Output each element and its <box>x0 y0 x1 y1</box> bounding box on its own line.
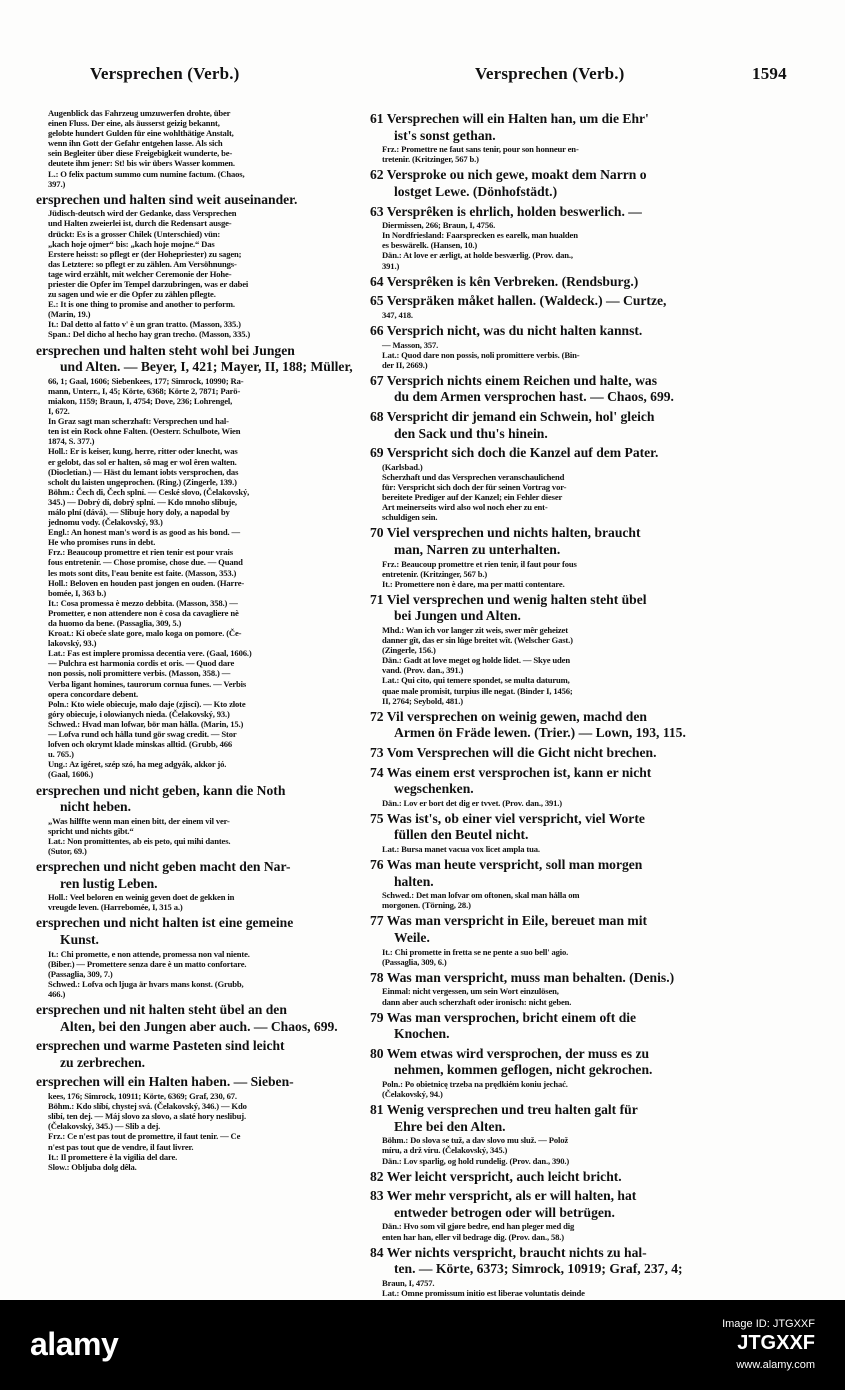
note-line: Schwed.: Det man lofvar om oftonen, skal man hålla om <box>382 890 580 901</box>
note-line: góry obiecuje, i olowianych nieda. (Čelakovský, 93.) <box>48 708 230 719</box>
proverb-line: 77 Was man verspricht in Eile, bereuet man mit <box>370 913 648 929</box>
note-line: Lat.: Quod dare non possis, noli promittere verbis. (Bin- <box>382 349 580 360</box>
header-left-title: Versprechen (Verb.) <box>90 64 240 83</box>
note-line: entretenir. (Kritzinger, 567 b.) <box>382 568 488 579</box>
note-line: der II, 2669.) <box>382 359 428 370</box>
proverb-line: ersprechen und nicht halten ist eine gemeine <box>36 915 294 931</box>
proverb-line: nehmen, kommen geflogen, nicht gekrochen. <box>394 1062 653 1078</box>
proverb-line: 62 Versproke ou nich gewe, moakt dem Narrn o <box>370 167 647 183</box>
proverb-line: Alten, bei den Jungen aber auch. — Chaos, 699. <box>60 1018 338 1034</box>
left-column <box>36 108 358 1288</box>
proverb-line: Knochen. <box>394 1026 450 1042</box>
note-line: Verba ligant homines, taurorum cornua funes. — Verbis <box>48 678 247 689</box>
note-line: Ung.: Az igéret, szép szó, ha meg adgyák, akkor jó. <box>48 759 227 770</box>
proverb-line: 79 Was man versprochen, bricht einem oft die <box>370 1009 637 1025</box>
note-line: drückt: Es is a grosser Chilek (Unterschied) vün: <box>48 228 221 239</box>
note-line: spricht und nichts gibt.“ <box>48 825 134 836</box>
note-line: — Masson, 357. <box>382 339 439 350</box>
note-line: (Passaglia, 309, 6.) <box>382 956 447 967</box>
note-line: It.: Il promettere è la vigilia del dare. <box>48 1151 178 1162</box>
note-line: priester die Opfer im Tempel darzubringen, was er dabei <box>48 279 249 289</box>
proverb-line: bei Jungen und Alten. <box>394 608 521 624</box>
note-line: (Sutor, 69.) <box>48 845 87 856</box>
proverb-line: Armen ön Fräde lewen. (Trier.) — Lown, 193, 115. <box>394 725 686 741</box>
proverb-line: den Sack und thu's hinein. <box>394 425 548 441</box>
note-line: enten har han, eller vil bedrage dig. (Prov. dan., 58.) <box>382 1231 565 1242</box>
proverb-line: 64 Versprêken is kên Verbreken. (Rendsburg.) <box>370 273 639 289</box>
banner-logo: alamy <box>30 1326 119 1362</box>
note-line: dann aber auch scherzhaft oder ironisch: nicht geben. <box>382 996 572 1007</box>
note-line: Holl.: Beloven en houden past jongen en ouden. (Harre- <box>48 577 245 588</box>
page-number: 1594 <box>752 64 787 83</box>
site-url: www.alamy.com <box>736 1359 815 1371</box>
note-line: Lat.: Bursa manet vacua vox licet ampla tua. <box>382 843 540 854</box>
note-line: tage wird erzählt, mit welcher Ceremonie der Hohe- <box>48 268 232 279</box>
note-line: Span.: Del dicho al hecho hay gran trecho. (Masson, 335.) <box>48 329 251 340</box>
note-line: (Čelakovský, 94.) <box>382 1089 443 1100</box>
proverb-line: 84 Wer nichts verspricht, braucht nichts zu hal- <box>370 1244 647 1260</box>
proverb-line: ist's sonst gethan. <box>394 127 496 143</box>
note-line: sein Begleiter über diese Freigebigkeit wunderte, be- <box>48 148 233 159</box>
note-line: míru, a drž víru. (Čelakovský, 345.) <box>382 1145 508 1156</box>
note-line: lofven och okrymt klade minskas alltid. (Grubb, 466 <box>48 739 233 750</box>
note-line: E.: It is one thing to promise and another to perform. <box>48 299 235 310</box>
proverb-line: ren lustig Leben. <box>60 875 158 891</box>
note-line: It.: Cosa promessa è mezzo debbita. (Masson, 358.) — <box>48 597 238 608</box>
proverb-line: ersprechen und halten steht wohl bei Jungen <box>36 342 295 358</box>
watermark-banner <box>0 1300 845 1390</box>
note-line: (Karlsbad.) <box>382 461 423 472</box>
proverb-line: nicht heben. <box>60 799 132 815</box>
note-line: Engl.: An honest man's word is as good as his bond. — <box>48 527 240 538</box>
proverb-line: ersprechen will ein Halten haben. — Sieben- <box>36 1074 294 1090</box>
proverb-line: 78 Was man verspricht, muss man behalten. (Denis.) <box>370 969 675 985</box>
note-line: vand. (Prov. dan., 391.) <box>382 665 464 676</box>
note-line: für: Verspricht sich doch der für seinen Vortrag vor- <box>382 481 567 492</box>
note-line: Böhm.: Do slova se tuž, a dav slovo mu služ. — Polož <box>382 1135 569 1146</box>
note-line: It.: Dal detto al fatto v' è un gran tratto. (Masson, 335.) <box>48 319 241 330</box>
banner-image-info <box>722 1318 815 1371</box>
proverb-line: 73 Vom Versprechen will die Gicht nicht brechen. <box>370 744 657 760</box>
note-line: Prometter, e non attendere non è cosa da cavagliere nè <box>48 607 239 618</box>
note-line: 66, 1; Gaal, 1606; Siebenkees, 177; Simrock, 10990; Ra- <box>48 375 244 386</box>
image-id-label: Image ID: JTGXXF <box>722 1318 815 1330</box>
note-line: Böhm.: Čech di, Čech splní. — Ceské slovo, (Čelakovský, <box>48 486 250 497</box>
note-line: jednomu vody. (Čelakovský, 93.) <box>48 517 163 528</box>
proverb-line: ersprechen und nit halten steht übel an den <box>36 1002 287 1018</box>
note-line: Poln.: Po obietnicę trzeba na prędkiém koniu jechać. <box>382 1078 568 1089</box>
proverb-line: Weile. <box>394 930 430 946</box>
note-line: schuldigen sein. <box>382 512 438 523</box>
proverb-line: 76 Was man heute verspricht, soll man morgen <box>370 857 643 873</box>
proverb-line: füllen den Beutel nicht. <box>394 827 529 843</box>
proverb-line: 75 Was ist's, ob einer viel verspricht, viel Worte <box>370 810 645 826</box>
note-line: Frz.: Promettre ne faut sans tenir, pour son honneur en- <box>382 144 579 155</box>
note-line: (Biber.) — Promettere senza dare è un matto confortare. <box>48 958 247 969</box>
proverb-line: ten. — Körte, 6373; Simrock, 10919; Graf, 237, 4; <box>394 1261 683 1277</box>
proverb-line: 81 Wenig versprechen und treu halten galt für <box>370 1102 638 1118</box>
proverb-line: man, Narren zu unterhalten. <box>394 541 561 557</box>
note-line: quae male promisit, turpius ille negat. (Binder I, 1456; <box>382 685 573 696</box>
proverb-line: ersprechen und nicht geben, kann die Noth <box>36 782 286 798</box>
note-line: Scherzhaft und das Versprechen veranschaulichend <box>382 471 565 482</box>
proverb-line: 72 Vil versprechen on weinig gewen, machd den <box>370 708 647 724</box>
note-line: danner gît, das er sin lüge breitet wît. (Welscher Gast.) <box>382 635 573 646</box>
note-line: málo plní (dává). — Slibuje hory doly, a napodal by <box>48 506 230 517</box>
note-line: Dän.: Gadt at love meget og holde lidet. — Skye uden <box>382 655 570 666</box>
note-line: bereitete Prediger auf der Kanzel; ein Fehler dieser <box>382 492 563 503</box>
note-line: — Pulchra est harmonia cordis et oris. — Quod dare <box>48 658 235 669</box>
proverb-line: ersprechen und warme Pasteten sind leicht <box>36 1038 285 1054</box>
proverb-line: 63 Versprêken is ehrlich, holden beswerlich. — <box>370 203 642 219</box>
note-line: kees, 176; Simrock, 10911; Körte, 6369; Graf, 230, 67. <box>48 1091 237 1102</box>
note-line: (Diocletian.) — Häst du lemant iobts versprochen, das <box>48 466 239 477</box>
note-line: He who promises runs in debt. <box>48 537 156 548</box>
note-line: Schwed.: Hvad man lofwar, bör man hålla. (Marin, 15.) <box>48 718 244 729</box>
note-line: Mhd.: Wan ich vor langer zit weis, swer mêr geheizet <box>382 624 568 635</box>
proverb-line: 67 Versprich nichts einem Reichen und halte, was <box>370 372 657 388</box>
note-line: wenn ihn Gott der Gefahr entgehen lasse. Als sich <box>48 138 223 149</box>
proverb-line: zu zerbrechen. <box>60 1054 146 1070</box>
proverb-line: ersprechen und nicht geben macht den Nar- <box>36 859 291 875</box>
note-line: u. 765.) <box>48 749 74 760</box>
note-line: 345.) — Dobrý dí, dobrý splní. — Kdo mnoho slibuje, <box>48 496 237 507</box>
note-line: Kroat.: Ki obeće slate gore, malo koga on pomore. (Če- <box>48 628 242 639</box>
proverb-line: 68 Verspricht dir jemand ein Schwein, hol' gleich <box>370 408 655 424</box>
note-line: (Zingerle, 156.) <box>382 645 436 656</box>
proverb-line: 83 Wer mehr verspricht, als er will halten, hat <box>370 1188 637 1204</box>
note-line: n'est pas tout que de vendre, il faut livrer. <box>48 1141 194 1152</box>
note-line: 397.) <box>48 178 66 189</box>
note-line: scholt du laisten ungeprochen. (Ring.) (Zingerle, 139.) <box>48 476 237 487</box>
note-line: Dän.: At love er ærligt, at holde besværlig. (Prov. dan., <box>382 250 573 261</box>
note-line: und Halten zweierlei ist, durch die Redensart ausge- <box>48 218 232 229</box>
note-line: (Marin, 19.) <box>48 309 91 320</box>
note-line: Diermissen, 266; Braun, I, 4756. <box>382 220 496 231</box>
note-line: Frz.: Beaucoup promettre et rien tenir, il faut pour fous <box>382 558 577 569</box>
note-line: opera concordare debent. <box>48 688 139 699</box>
proverb-line: 71 Viel versprechen und wenig halten steht übel <box>370 591 647 607</box>
proverb-line: 82 Wer leicht verspricht, auch leicht bricht. <box>370 1168 622 1184</box>
note-line: Slow.: Obljuba dolg dêla. <box>48 1161 137 1172</box>
note-line: vreugde leven. (Harrebomée, I, 315 a.) <box>48 902 183 913</box>
note-line: II, 2764; Seybold, 481.) <box>382 695 463 706</box>
note-line: mann, Unterr., I, 45; Körte, 6368; Körte 2, 7871; Parö- <box>48 385 241 396</box>
note-line: tretenir. (Kritzinger, 567 b.) <box>382 154 479 165</box>
header-center-title: Versprechen (Verb.) <box>475 64 625 83</box>
note-line: Braun, I, 4757. <box>382 1277 435 1288</box>
note-line: es beswärelk. (Hansen, 10.) <box>382 240 478 251</box>
proverb-line: 80 Wem etwas wird versprochen, der muss es zu <box>370 1045 650 1061</box>
note-line: I, 672. <box>48 406 70 417</box>
note-line: Poln.: Kto wiele obiecuje, mało daje (zjiscí). — Kto złote <box>48 698 246 709</box>
note-line: Lat.: Non promittentes, ab eis peto, qui mihi dantes. <box>48 835 231 846</box>
proverb-line: ersprechen und halten sind weit auseinander. <box>36 191 298 207</box>
note-line: da huomo da bene. (Passaglia, 309, 5.) <box>48 618 182 628</box>
proverb-line: und Alten. — Beyer, I, 421; Mayer, II, 188; Müller, <box>60 359 353 375</box>
note-line: It.: Chi promette, e non attende, promessa non val niente. <box>48 948 250 959</box>
note-line: Dän.: Lov er bort det dig er tvvet. (Prov. dan., 391.) <box>382 797 562 808</box>
note-line: Böhm.: Kdo slíbí, chystej svá. (Čelakovský, 346.) — Kdo <box>48 1101 247 1112</box>
note-line: fous entretenir. — Chose promise, chose due. — Quand <box>48 557 243 568</box>
proverb-line: Kunst. <box>60 932 99 948</box>
note-line: ten ist ein Rock ohne Falten. (Oesterr. Schulbote, Wien <box>48 426 241 437</box>
note-line: Art meinerseits wird also wol noch eher zu ent- <box>382 502 548 513</box>
note-line: Lat.: Omne promissum initio est liberae voluntatis deinde <box>382 1287 585 1298</box>
proverb-line: Ehre bei den Alten. <box>394 1118 506 1134</box>
image-id: JTGXXF <box>737 1332 815 1354</box>
note-line: morgonen. (Törning, 28.) <box>382 900 471 911</box>
note-line: (Passaglia, 309, 7.) <box>48 968 113 979</box>
note-line: gelobte hundert Gulden für eine wohlthätige Anstalt, <box>48 128 234 139</box>
note-line: 391.) <box>382 260 400 271</box>
note-line: non possis, noli promittere verbis. (Masson, 358.) — <box>48 668 231 679</box>
note-line: miakon, 1159; Braun, I, 4754; Dove, 236; Lohrengel, <box>48 395 233 406</box>
proverb-line: 70 Viel versprechen und nichts halten, braucht <box>370 525 641 541</box>
note-line: lakovský, 93.) <box>48 638 97 649</box>
note-line: slíbí, ten dej. — Máj slovo za slovo, a slaté hory neslibuj. <box>48 1111 246 1122</box>
proverb-line: 66 Versprich nicht, was du nicht halten kannst. <box>370 322 643 338</box>
proverb-line: wegschenken. <box>394 781 474 797</box>
note-line: It.: Chi promette in fretta se ne pente a suo bell' agio. <box>382 946 569 957</box>
note-line: Dän.: Lov sparlig, og hold rundelig. (Prov. dan., 390.) <box>382 1155 570 1166</box>
note-line: „kach hoje ojmer“ bis: „kach hoje mojne.“ Das <box>48 238 215 249</box>
note-line: er gelobt, das sol er halten, sô mag er wol êren walten. <box>48 456 237 467</box>
note-line: Schwed.: Lofva och ljuga är hvars mans konst. (Grubb, <box>48 978 244 989</box>
note-line: 466.) <box>48 989 66 999</box>
note-line: 1874, S. 377.) <box>48 436 95 447</box>
note-line: 347, 418. <box>382 309 413 320</box>
note-line: — Lofva rund och hålla tund gör swag credit. — Stor <box>48 729 237 740</box>
note-line: Augenblick das Fahrzeug umzuwerfen drohte, über <box>48 108 231 118</box>
note-line: zu sagen und wie er die Opfer zu zählen pflegte. <box>48 289 216 300</box>
note-line: (Čelakovský, 345.) — Slib a dej. <box>48 1121 161 1132</box>
note-line: „Was hilffte wenn man einen bitt, der einem vil ver- <box>48 815 230 826</box>
note-line: bomée, I, 363 b.) <box>48 587 107 598</box>
note-line: It.: Promettere non è dare, ma per matti contentare. <box>382 578 565 589</box>
proverb-line: 65 Verspräken måket hallen. (Waldeck.) — Curtze, <box>370 293 667 309</box>
note-line: Lat.: Fas est implere promissa decentia vere. (Gaal, 1606.) <box>48 648 252 659</box>
note-line: L.: O felix pactum summo cum numine factum. (Chaos, <box>48 168 245 179</box>
note-line: das Letztere: so pflegt er zu zählen. Am Versöhnungs- <box>48 258 237 269</box>
note-line: Frz.: Ce n'est pas tout de promettre, il faut tenir. — Ce <box>48 1131 241 1142</box>
proverb-line: 69 Verspricht sich doch die Kanzel auf dem Pater. <box>370 445 659 461</box>
note-line: Lat.: Qui cito, qui temere spondet, se multa daturum, <box>382 675 570 686</box>
note-line: Dän.: Hvo som vil gjøre bedre, end han pleger med dig <box>382 1221 575 1232</box>
note-line: In Graz sagt man scherzhaft: Versprechen und hal- <box>48 416 229 427</box>
note-line: einen Fluss. Der eine, als äusserst geizig bekannt, <box>48 118 220 129</box>
note-line: les mots sont dits, l'eau benite est faite. (Masson, 353.) <box>48 567 237 578</box>
note-line: Jüdisch-deutsch wird der Gedanke, dass Versprechen <box>48 208 237 219</box>
note-line: Erstere heisst: so pflegt er (der Hohepriester) zu sagen; <box>48 248 242 259</box>
proverb-line: 74 Was einem erst versprochen ist, kann er nicht <box>370 764 652 780</box>
note-line: deutete ihm jener: St! bis wir übers Wasser kommen. <box>48 158 235 169</box>
note-line: Einmal: nicht vergessen, um sein Wort einzulösen, <box>382 986 559 997</box>
right-column <box>370 108 722 1298</box>
note-line: Holl.: Veel beloren en weinig geven doet de gekken in <box>48 892 235 903</box>
proverb-line: 61 Versprechen will ein Halten han, um die Ehr' <box>370 111 649 126</box>
proverb-line: entweder betrogen oder will betrügen. <box>394 1204 615 1220</box>
proverb-line: du dem Armen versprochen hast. — Chaos, 699. <box>394 389 674 405</box>
note-line: Frz.: Beaucoup promettre et rien tenir est pour vrais <box>48 547 233 558</box>
note-line: Holl.: Er is keiser, kung, herre, ritter oder knecht, was <box>48 446 238 457</box>
proverb-line: lostget Lewe. (Dönhofstädt.) <box>394 183 558 199</box>
proverb-line: halten. <box>394 873 434 889</box>
note-line: In Nordfriesland: Faarsprecken es earelk, man hualden <box>382 230 578 241</box>
note-line: (Gaal, 1606.) <box>48 769 94 780</box>
